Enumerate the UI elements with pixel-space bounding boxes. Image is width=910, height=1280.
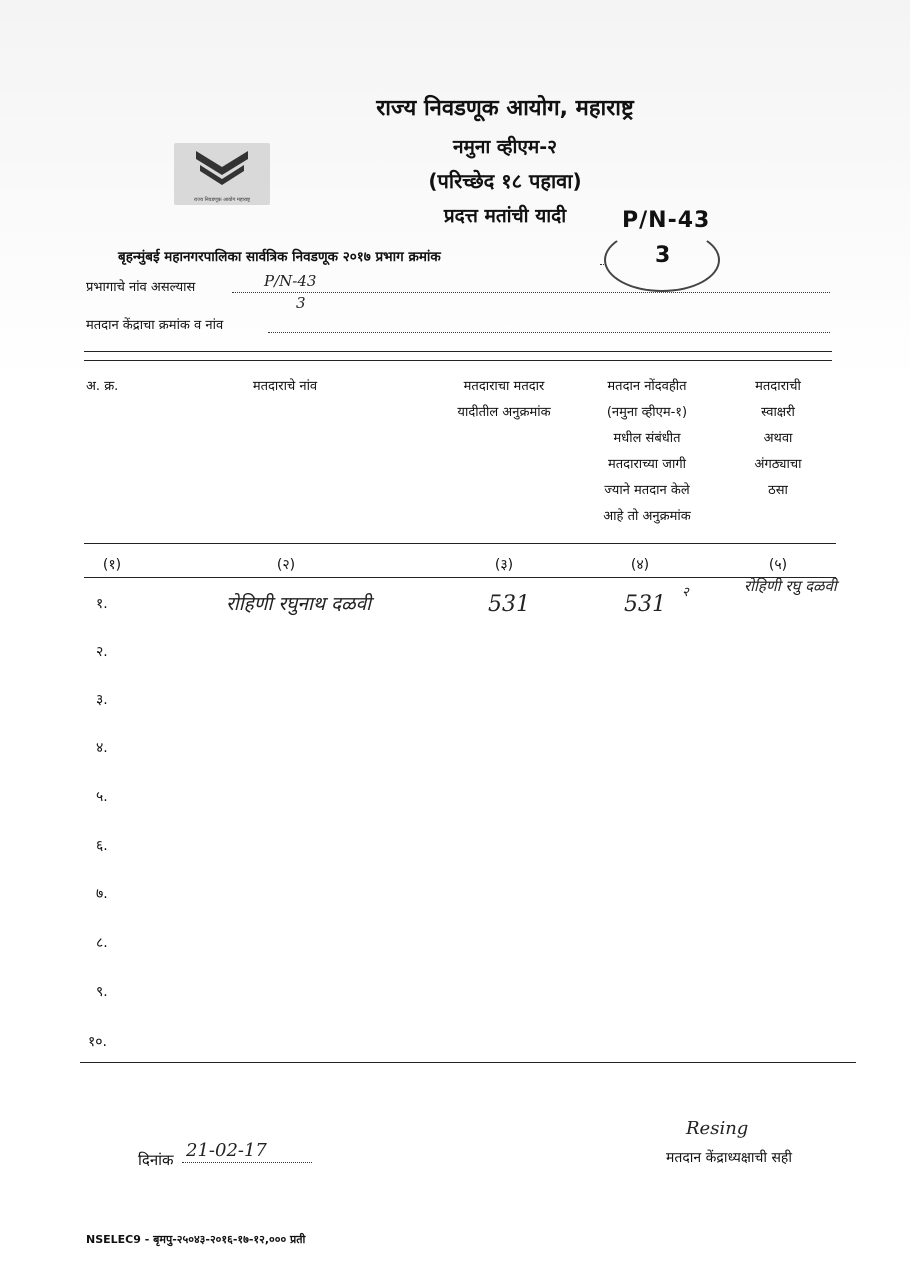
row-number: ८. — [96, 935, 108, 951]
date-dots — [182, 1162, 312, 1163]
form-name: नमुना व्हीएम-२ — [452, 136, 558, 158]
polling-center-dots — [268, 332, 830, 333]
column-number-1: (१) — [102, 557, 122, 573]
row-number: ५. — [96, 789, 108, 805]
table-bottom-rule — [80, 1062, 856, 1063]
table-top-rule-2 — [84, 360, 832, 361]
column-number-2: (२) — [276, 557, 296, 573]
row-number: २. — [96, 644, 108, 660]
ward-stamp-code: P/N-43 — [622, 208, 711, 233]
column-number-rule — [84, 577, 836, 578]
logo-caption: राज्य निवडणूक आयोग महाराष्ट्र — [193, 197, 251, 203]
ward-stamp-number: 3 — [655, 243, 671, 268]
column-number-5: (५) — [768, 557, 788, 573]
row-number: ७. — [96, 886, 108, 902]
commission-title: राज्य निवडणूक आयोग, महाराष्ट्र — [376, 96, 634, 121]
column-header-signature: मतदाराची स्वाक्षरी अथवा अंगठ्याचा ठसा — [754, 379, 802, 498]
row-number: ६. — [96, 838, 108, 854]
row-number: १०. — [88, 1034, 108, 1050]
column-header-voter-list-number: मतदाराचा मतदार यादीतील अनुक्रमांक — [457, 379, 551, 420]
ward-name-dots — [232, 292, 830, 293]
column-number-4: (४) — [630, 557, 650, 573]
date-label: दिनांक — [138, 1151, 174, 1169]
column-header-voter-name: मतदाराचे नांव — [252, 379, 318, 394]
row1-register-note: २ — [682, 585, 689, 600]
date-handwritten: 21-02-17 — [186, 1140, 267, 1161]
print-code: NSELEC9 - बृमपु-२५०४३-२०१६-१७-१२,००० प्रती — [86, 1233, 306, 1246]
row-number: ४. — [96, 740, 108, 756]
table-top-rule — [84, 351, 832, 352]
column-header-register-number: मतदान नोंदवहीत (नमुना व्हीएम-१) मधील संबंधीत मतदाराच्या जागी ज्याने मतदान केले आहे तो अनुक्रमांक — [603, 379, 691, 524]
document-title: प्रदत्त मतांची यादी — [443, 205, 567, 227]
presiding-officer-signature: Resing — [686, 1118, 749, 1139]
ward-name-label: प्रभागाचे नांव असल्यास — [86, 280, 196, 295]
row-number: १. — [96, 596, 108, 612]
row1-voter-list-number: 531 — [488, 592, 530, 617]
polling-center-label: मतदान केंद्राचा क्रमांक व नांव — [86, 318, 224, 333]
header-bottom-rule — [84, 543, 836, 544]
row1-register-number: 531 — [624, 592, 666, 617]
paragraph-reference: (परिच्छेद १८ पहावा) — [428, 169, 582, 193]
column-header-serial: अ. क्र. — [86, 379, 119, 394]
ward-name-handwritten-number: 3 — [296, 294, 306, 312]
row1-voter-name: रोहिणी रघुनाथ दळवी — [226, 593, 372, 615]
row-number: ३. — [96, 692, 108, 708]
election-subheading: बृहन्मुंबई महानगरपालिका सार्वत्रिक निवडणूक २०१७ प्रभाग क्रमांक — [118, 249, 441, 265]
row-number: ९. — [96, 984, 108, 1000]
row1-voter-signature: रोहिणी रघु दळवी — [744, 577, 837, 595]
ward-name-handwritten: P/N-43 — [264, 272, 317, 290]
ward-number-dots — [600, 264, 606, 265]
signature-label: मतदान केंद्राध्यक्षाची सही — [666, 1150, 792, 1166]
column-number-3: (३) — [494, 557, 514, 573]
